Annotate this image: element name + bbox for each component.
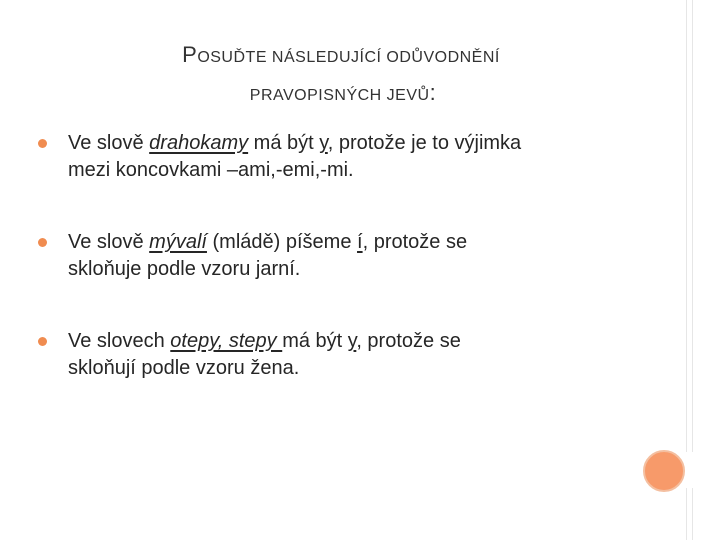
slide-title-line-2 [0,80,686,106]
underlined-word: otepy, stepy [170,330,283,352]
title-line-2-text: PRAVOPISNÝCH JEVŮ [249,87,430,104]
bullet-list [38,130,658,427]
underlined-letter: y [347,330,357,352]
decorative-border-line [692,488,693,540]
bullet-item-2 [38,229,658,283]
decorative-border-line [692,0,693,452]
bullet-dot-icon [38,238,47,247]
bullet-text: Ve slově drahokamy má být y, protože je to výjimka mezi koncovkami –ami,-emi,-mi. [68,132,522,181]
bullet-item-3 [38,328,658,382]
bullet-dot-icon [38,139,47,148]
underlined-letter: í [357,231,363,253]
bullet-text: Ve slově mývalí (mládě) píšeme í, protože se skloňuje podle vzoru jarní. [68,231,468,280]
underlined-word: mývalí [149,231,207,253]
decorative-orange-circle [643,450,685,492]
bullet-item-1 [38,130,658,184]
title-colon: : [429,80,437,105]
slide-title-line-1 [0,42,686,68]
title-first-letter: P [182,42,198,67]
bullet-text: Ve slovech otepy, stepy má být y, protože se skloňují podle vzoru žena. [68,330,461,379]
underlined-letter: y [319,132,328,154]
underlined-word: drahokamy [149,132,249,154]
bullet-dot-icon [38,337,47,346]
title-rest: OSUĎTE NÁSLEDUJÍCÍ ODŮVODNĚNÍ [197,49,500,66]
decorative-border-line [686,488,687,540]
decorative-border-line [686,0,687,452]
